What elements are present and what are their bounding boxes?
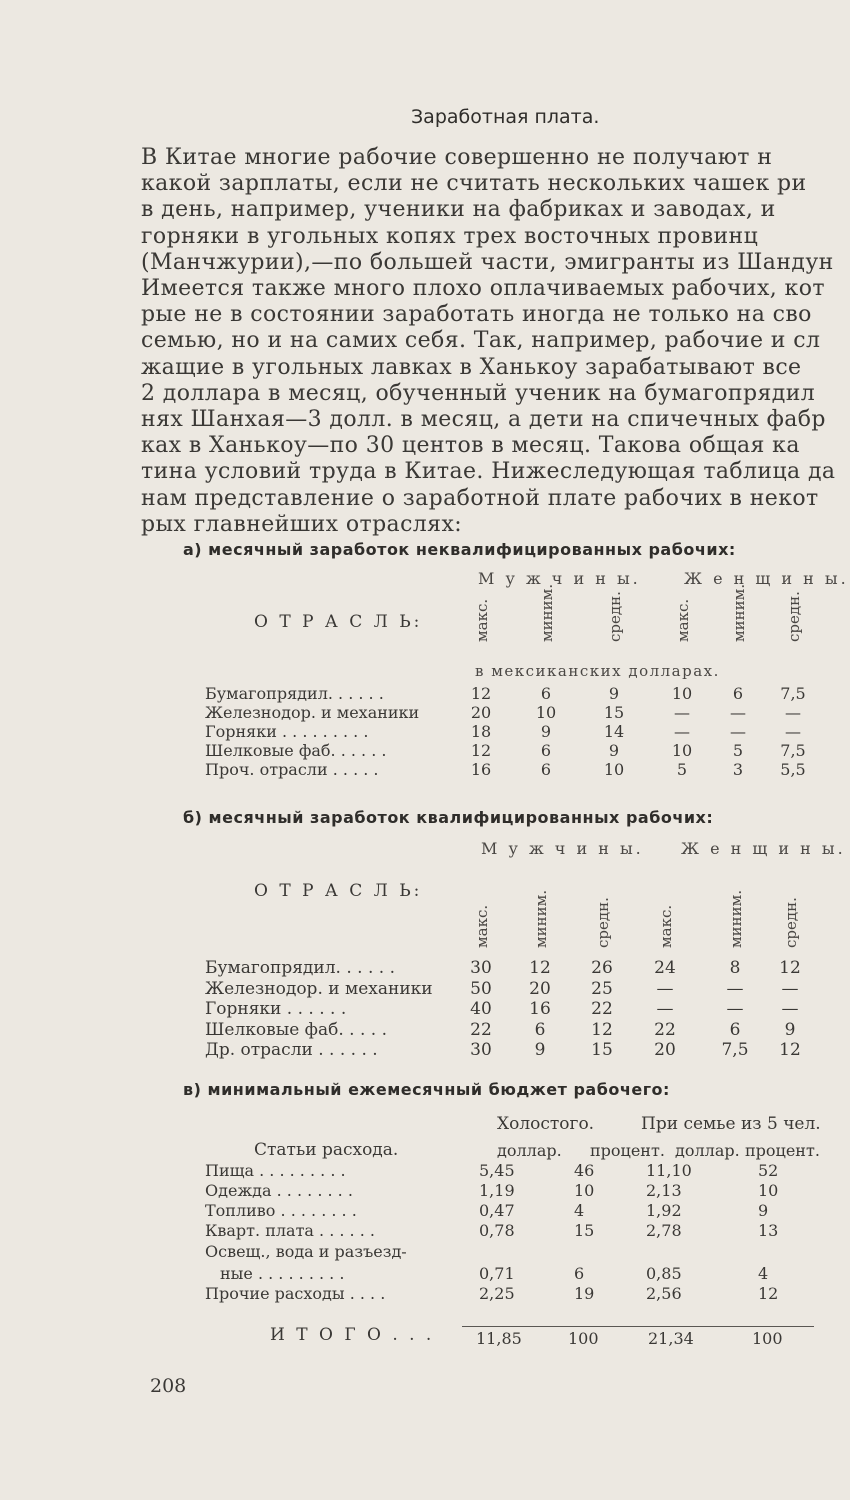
table-cell: 8: [729, 958, 741, 978]
budget-sub-header: процент.: [745, 1141, 820, 1160]
table-cell: 10: [603, 760, 625, 779]
table-c-single-label: Холостого.: [497, 1114, 595, 1134]
table-cell: 10: [671, 741, 693, 760]
table-cell: 9: [608, 741, 620, 760]
row-label: Горняки . . . . . .: [205, 999, 347, 1019]
table-cell: 16: [529, 999, 551, 1019]
column-header: средн.: [785, 591, 803, 642]
table-cell: —: [726, 978, 744, 999]
row-label: Пища . . . . . . . . .: [205, 1161, 346, 1180]
table-a-title: а) месячный заработок неквалифицированных рабочих:: [183, 540, 736, 559]
paragraph-line: (Манчжурии),—по большей части, эмигранты из Шандун: [141, 249, 834, 275]
row-label: Железнодор. и механики: [205, 978, 433, 999]
table-cell: —: [656, 999, 674, 1019]
table-cell: 6: [540, 741, 552, 760]
paragraph-line: Имеется также много плохо оплачиваемых рабочих, кот: [141, 276, 825, 301]
row-label: Одежда . . . . . . . .: [205, 1181, 353, 1200]
table-b-branch-header: О Т Р А С Л Ь:: [254, 881, 423, 901]
table-cell: 26: [591, 958, 613, 978]
table-cell: 19: [574, 1284, 595, 1303]
table-cell: 15: [603, 703, 625, 722]
budget-sub-header: доллар.: [497, 1141, 562, 1160]
table-cell: 1,92: [646, 1201, 682, 1220]
table-cell: —: [781, 999, 799, 1019]
paragraph-line: тина условий труда в Китае. Нижеследующая таблица да: [141, 459, 836, 485]
row-label: Бумагопрядил. . . . . .: [205, 958, 395, 978]
table-cell: 0,47: [479, 1201, 515, 1220]
table-cell: —: [785, 703, 801, 722]
total-cell: 100: [568, 1329, 599, 1348]
paragraph-line: какой зарплаты, если не считать нескольких чашек ри: [141, 171, 807, 197]
table-cell: —: [730, 722, 746, 741]
table-cell: 6: [540, 684, 552, 703]
table-cell: 22: [591, 999, 613, 1019]
row-label: Проч. отрасли . . . . .: [205, 760, 379, 779]
table-cell: 3: [732, 760, 744, 779]
column-header: макс.: [674, 598, 692, 642]
paragraph-line: жащие в угольных лавках в Ханькоу зарабатывают все: [141, 354, 802, 380]
table-cell: 5,45: [479, 1161, 515, 1180]
table-cell: 2,78: [646, 1221, 682, 1240]
table-cell: 40: [470, 999, 492, 1019]
table-cell: 10: [574, 1181, 595, 1200]
budget-sub-header: процент.: [590, 1141, 665, 1160]
table-cell: 22: [654, 1019, 676, 1040]
paragraph-line: семью, но и на самих себя. Так, например, рабочие и сл: [141, 328, 821, 354]
column-header: макс.: [473, 904, 491, 948]
paragraph-line: нях Шанхая—3 долл. в месяц, а дети на спичечных фабр: [141, 407, 826, 432]
table-cell: 24: [654, 958, 676, 978]
total-label: И Т О Г О . . .: [270, 1325, 435, 1345]
table-cell: 20: [654, 1040, 676, 1060]
table-cell: 0,85: [646, 1264, 682, 1283]
table-b-title: б) месячный заработок квалифицированных рабочих:: [183, 808, 714, 827]
table-cell: —: [656, 978, 674, 999]
table-cell: 50: [470, 978, 492, 999]
paragraph-line: рые не в состоянии заработать иногда не только на сво: [141, 302, 812, 328]
page-number: 208: [150, 1375, 187, 1397]
table-cell: 20: [529, 978, 551, 999]
table-cell: 6: [729, 1019, 741, 1040]
table-cell: 9: [608, 684, 620, 703]
table-a-branch-header: О Т Р А С Л Ь:: [254, 612, 423, 632]
table-cell: 7,5: [780, 741, 806, 760]
column-header: миним.: [538, 583, 556, 642]
column-header: миним.: [730, 583, 748, 642]
table-cell: —: [781, 978, 799, 999]
table-cell: 5: [676, 760, 688, 779]
paragraph-line: рых главнейших отраслях:: [141, 511, 463, 537]
table-cell: 11,10: [646, 1161, 692, 1180]
table-cell: 16: [470, 760, 492, 779]
table-cell: 10: [758, 1181, 779, 1200]
column-header: средн.: [782, 897, 800, 948]
total-cell: 21,34: [648, 1329, 694, 1348]
table-cell: 12: [779, 1040, 801, 1060]
table-cell: 18: [470, 722, 492, 741]
row-label: Железнодор. и механики: [205, 703, 420, 722]
table-cell: 20: [470, 703, 492, 722]
table-cell: 52: [758, 1161, 779, 1180]
table-cell: 2,56: [646, 1284, 682, 1303]
row-label: Топливо . . . . . . . .: [205, 1201, 357, 1220]
table-cell: 6: [540, 760, 552, 779]
table-cell: 25: [591, 978, 613, 999]
row-label: Бумагопрядил. . . . . .: [205, 684, 384, 703]
table-cell: 12: [779, 958, 801, 978]
row-label: Шелковые фаб. . . . . .: [205, 741, 387, 760]
table-cell: 15: [574, 1221, 595, 1240]
table-cell: 15: [591, 1040, 613, 1060]
table-cell: 14: [603, 722, 625, 741]
table-cell: 10: [535, 703, 557, 722]
paragraph-line: 2 доллара в месяц, обученный ученик на бумагопрядил: [141, 380, 816, 406]
table-cell: 6: [732, 684, 744, 703]
table-cell: 12: [758, 1284, 779, 1303]
table-cell: 4: [758, 1264, 769, 1283]
total-rule: [462, 1326, 814, 1327]
table-cell: —: [730, 703, 746, 722]
table-cell: 4: [574, 1201, 585, 1220]
paragraph-line: в день, например, ученики на фабриках и заводах, и: [141, 197, 776, 223]
row-label: Др. отрасли . . . . . .: [205, 1040, 378, 1060]
column-header: макс.: [473, 598, 491, 642]
table-b-women-label: Ж е н щ и н ы.: [681, 839, 846, 858]
table-cell: 6: [574, 1264, 585, 1283]
table-cell: 1,19: [479, 1181, 515, 1200]
table-cell: 12: [470, 684, 492, 703]
column-header: средн.: [594, 897, 612, 948]
table-cell: 2,13: [646, 1181, 682, 1200]
total-cell: 100: [752, 1329, 783, 1348]
budget-sub-header: доллар.: [675, 1141, 740, 1160]
column-header: миним.: [532, 889, 550, 948]
table-cell: —: [726, 999, 744, 1019]
paragraph-line: горняки в угольных копях трех восточных провинц: [141, 223, 759, 249]
table-cell: 7,5: [780, 684, 806, 703]
table-cell: 12: [470, 741, 492, 760]
table-cell: 5,5: [780, 760, 806, 779]
table-c-family-label: При семье из 5 чел.: [641, 1114, 821, 1134]
column-header: макс.: [657, 904, 675, 948]
table-cell: 6: [534, 1019, 546, 1040]
table-cell: 9: [540, 722, 552, 741]
total-cell: 11,85: [476, 1329, 522, 1348]
column-header: средн.: [606, 591, 624, 642]
row-label: Кварт. плата . . . . . .: [205, 1221, 375, 1240]
table-c-items-header: Статьи расхода.: [254, 1140, 399, 1160]
table-cell: 22: [470, 1019, 492, 1040]
table-cell: 9: [534, 1040, 546, 1060]
table-cell: 10: [671, 684, 693, 703]
table-cell: —: [674, 722, 690, 741]
paragraph-line: нам представление о заработной плате рабочих в некот: [141, 485, 819, 511]
table-cell: 9: [784, 1019, 796, 1040]
table-b-men-label: М у ж ч и н ы.: [481, 839, 644, 858]
row-label: Прочие расходы . . . .: [205, 1284, 386, 1303]
table-cell: —: [785, 722, 801, 741]
paragraph-line: ках в Ханькоу—по 30 центов в месяц. Такова общая ка: [141, 433, 800, 459]
table-c-title: в) минимальный ежемесячный бюджет рабочего:: [183, 1080, 670, 1099]
column-header: миним.: [727, 889, 745, 948]
table-cell: 46: [574, 1161, 595, 1180]
table-cell: 0,78: [479, 1221, 515, 1240]
section-heading: Заработная плата.: [411, 106, 600, 128]
table-cell: 12: [591, 1019, 613, 1040]
table-cell: 30: [470, 958, 492, 978]
row-label: Горняки . . . . . . . . .: [205, 722, 369, 741]
table-cell: 9: [758, 1201, 769, 1220]
table-cell: 30: [470, 1040, 492, 1060]
row-label: Шелковые фаб. . . . .: [205, 1019, 387, 1040]
table-cell: 12: [529, 958, 551, 978]
table-cell: 5: [732, 741, 744, 760]
table-cell: 7,5: [721, 1040, 749, 1060]
table-a-women-label: Ж е н щ и н ы.: [684, 569, 849, 588]
paragraph-line: В Китае многие рабочие совершенно не получают н: [141, 145, 773, 170]
table-cell: 0,71: [479, 1264, 515, 1283]
table-a-men-label: М у ж ч и н ы.: [478, 569, 641, 588]
row-label: Освещ., вода и разъезд-: [205, 1242, 407, 1261]
table-a-units: в мексиканских долларах.: [475, 662, 720, 680]
table-cell: —: [674, 703, 690, 722]
row-label-continuation: ные . . . . . . . . .: [220, 1264, 345, 1283]
table-cell: 2,25: [479, 1284, 515, 1303]
table-cell: 13: [758, 1221, 779, 1240]
